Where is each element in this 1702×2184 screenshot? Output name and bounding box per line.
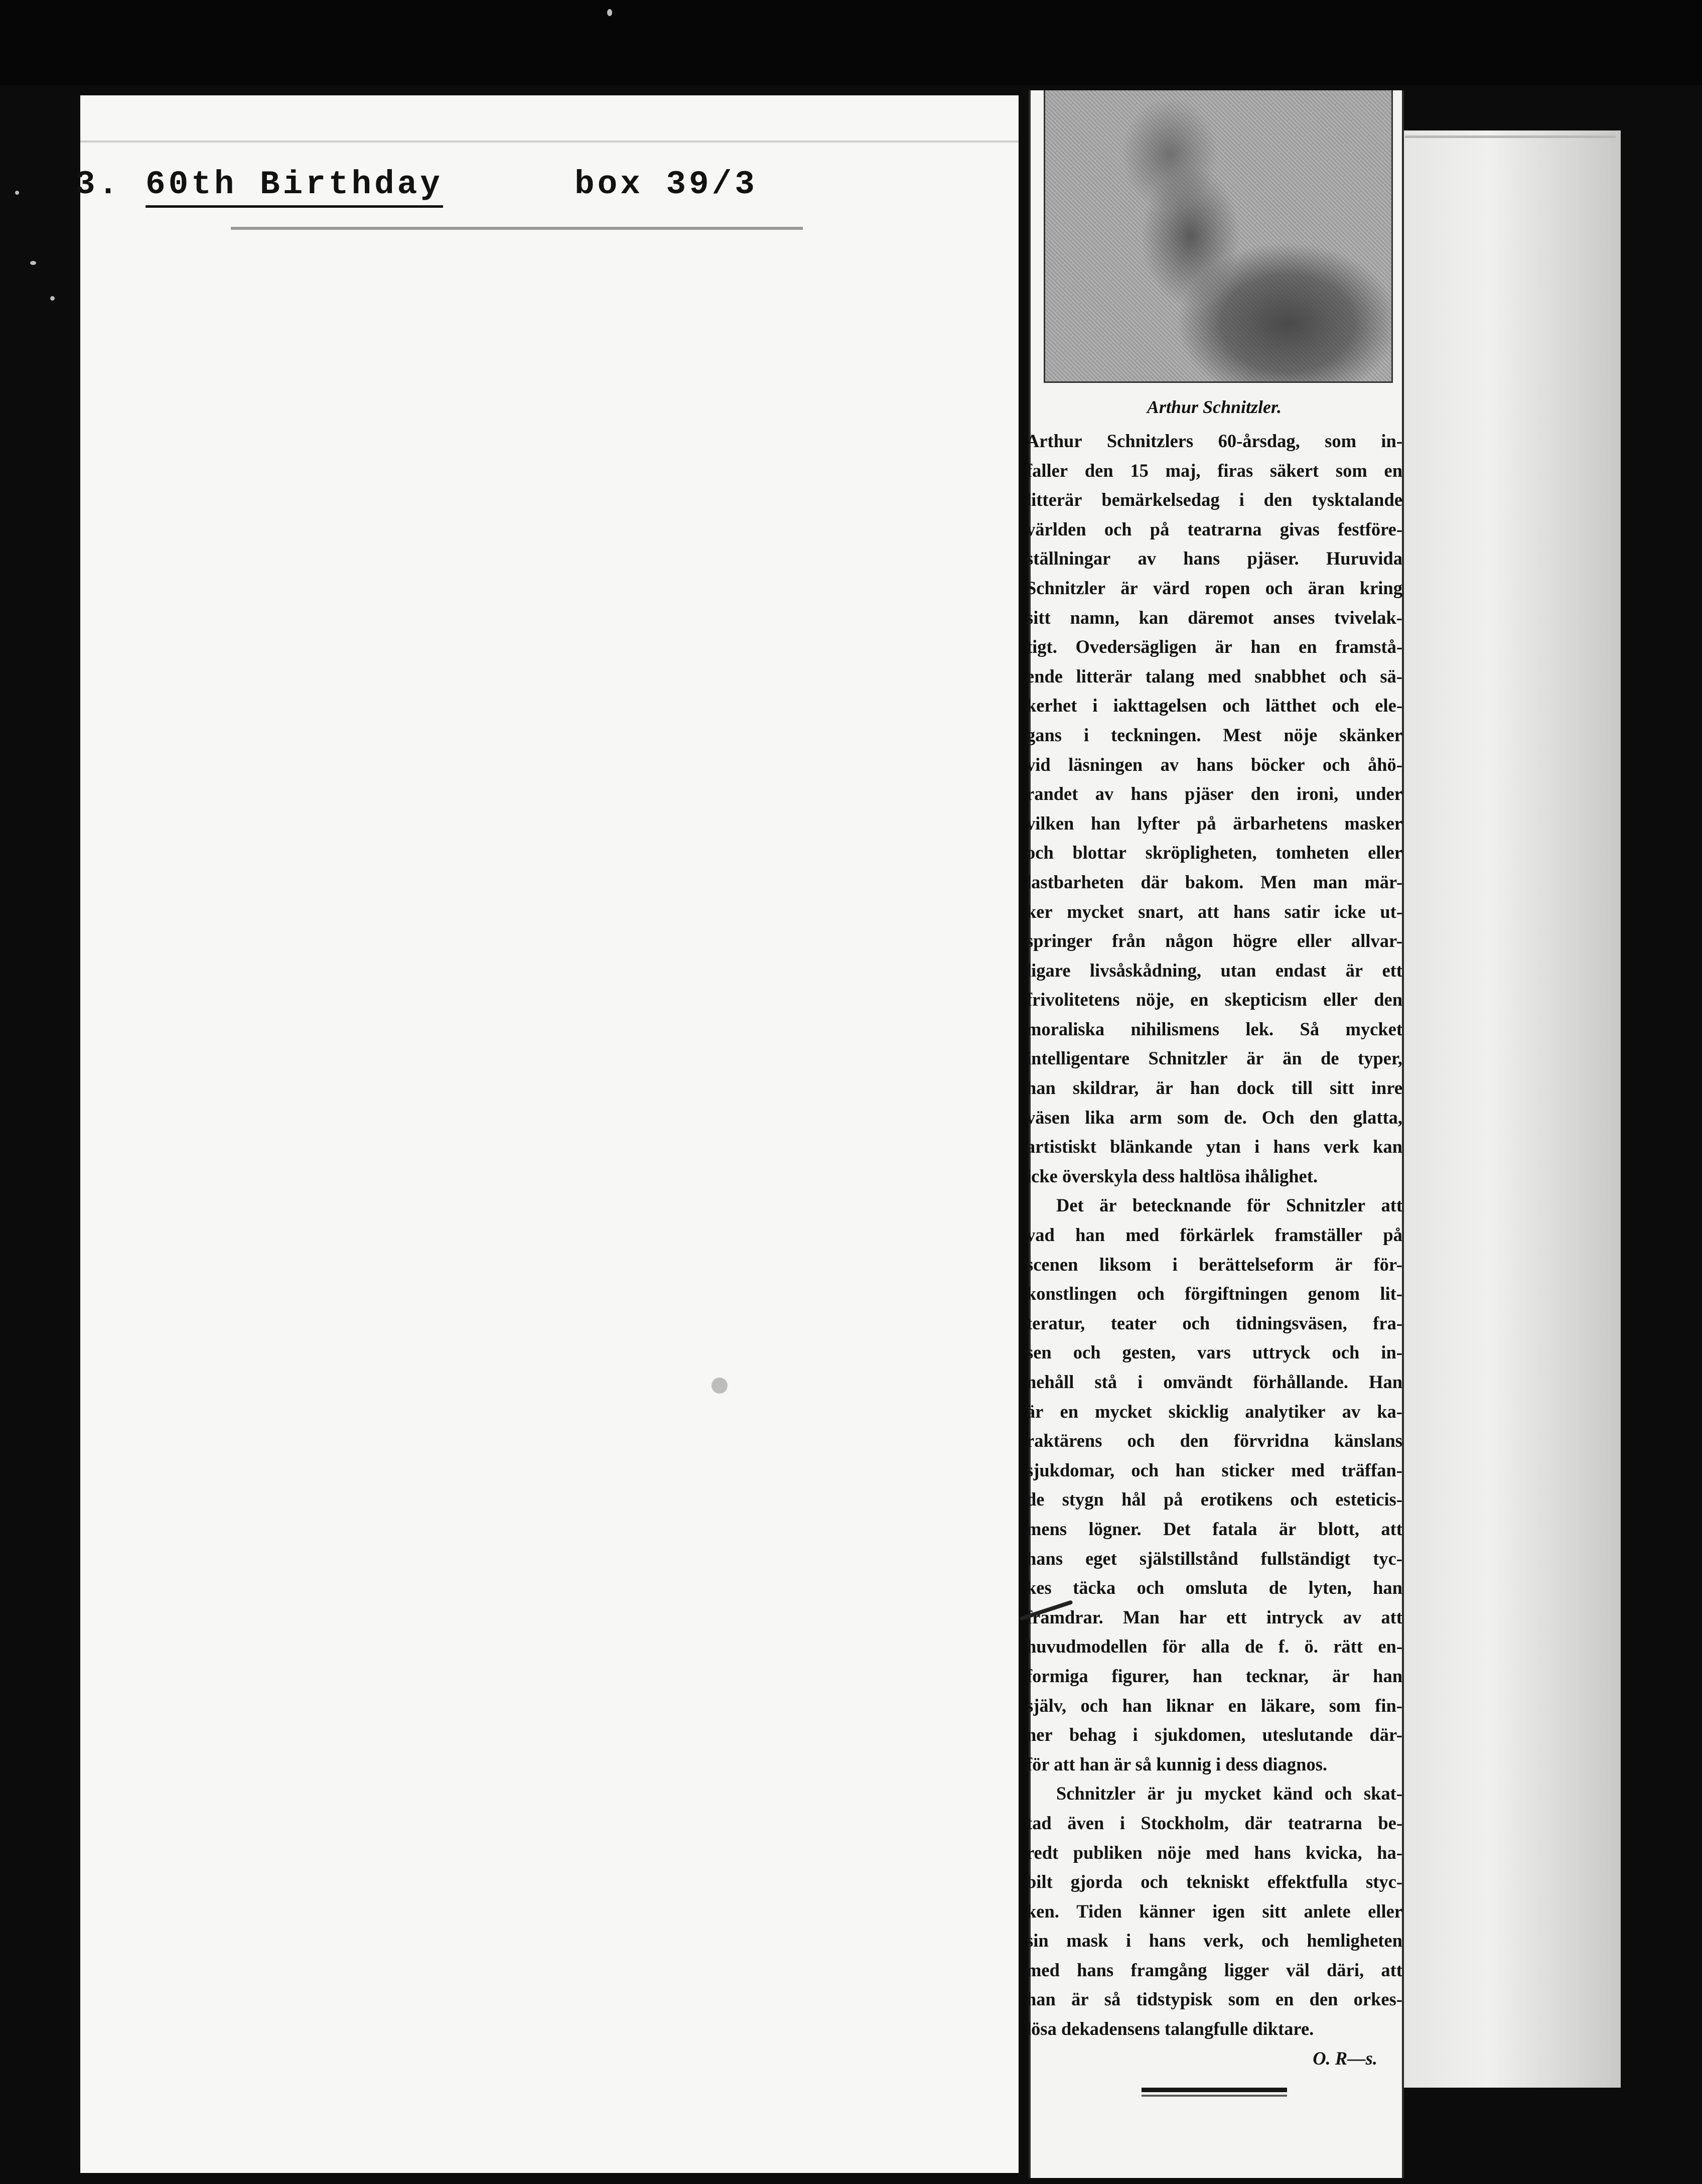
article-line: nehåll stå i omvändt förhållande. Han bbox=[1026, 1372, 1402, 1392]
header-box-reference: box 39/3 bbox=[575, 166, 758, 203]
article-line: lastbarheten där bakom. Men man mär- bbox=[1026, 871, 1402, 892]
article-line: formiga figurer, han tecknar, är han bbox=[1026, 1665, 1402, 1686]
article-line: de stygn hål på erotikens och esteticis- bbox=[1026, 1489, 1402, 1510]
portrait-photo bbox=[1044, 90, 1393, 383]
header-number: 3. bbox=[75, 166, 121, 203]
article-line: Schnitzler är ju mycket känd och skat- bbox=[1056, 1783, 1402, 1804]
article-line: teratur, teater och tidningsväsen, fra- bbox=[1026, 1312, 1402, 1333]
background-sheet bbox=[1400, 130, 1621, 2088]
article-line: faller den 15 maj, firas säkert som en bbox=[1026, 460, 1402, 481]
article-line: konstlingen och förgiftningen genom lit- bbox=[1026, 1283, 1402, 1304]
article-line: bilt gjorda och tekniskt effektfulla styc- bbox=[1026, 1871, 1402, 1892]
article-line: icke överskyla dess haltlösa ihålighet. bbox=[1026, 1165, 1318, 1186]
article-line: själv, och han liknar en läkare, som fin- bbox=[1026, 1695, 1402, 1716]
header-title: 60th Birthday bbox=[146, 166, 443, 208]
clipping-article bbox=[1026, 427, 1402, 2073]
article-line: hans eget själstillstånd fullständigt tyc- bbox=[1026, 1548, 1402, 1569]
film-edge-top bbox=[0, 0, 1702, 85]
article-line: ställningar av hans pjäser. Huruvida bbox=[1026, 548, 1402, 569]
article-line: väsen lika arm som de. Och den glatta, bbox=[1026, 1107, 1402, 1128]
document-page bbox=[80, 95, 1019, 2173]
article-line: scenen liksom i berättelseform är för- bbox=[1026, 1254, 1402, 1275]
article-line: vilken han lyfter på ärbarhetens masker bbox=[1026, 812, 1402, 834]
film-dust bbox=[50, 296, 55, 301]
photo-caption: Arthur Schnitzler. bbox=[1147, 397, 1282, 417]
article-line: springer från någon högre eller allvar- bbox=[1026, 930, 1402, 951]
page-fold-line bbox=[80, 141, 1019, 143]
article-line: är en mycket skicklig analytiker av ka- bbox=[1026, 1401, 1402, 1422]
closing-rule bbox=[1142, 2088, 1287, 2092]
article-line: för att han är så kunnig i dess diagnos. bbox=[1026, 1753, 1328, 1774]
article-line: mens lögner. Det fatala är blott, att bbox=[1026, 1518, 1402, 1539]
article-line: Schnitzler är värd ropen och äran kring bbox=[1026, 577, 1402, 598]
header-rule bbox=[231, 227, 803, 230]
article-line: ker mycket snart, att hans satir icke ut- bbox=[1026, 901, 1402, 922]
article-line: han är så tidstypisk som en den orkes- bbox=[1026, 1989, 1402, 2010]
article-line: han skildrar, är han dock till sitt inre bbox=[1026, 1077, 1402, 1099]
article-line: intelligentare Schnitzler är än de typer, bbox=[1026, 1048, 1402, 1069]
article-line: ner behag i sjukdomen, uteslutande där- bbox=[1026, 1724, 1402, 1745]
article-line: tigt. Ovedersägligen är han en framstå- bbox=[1026, 636, 1402, 657]
article-line: Arthur Schnitzlers 60-årsdag, som in- bbox=[1026, 431, 1402, 451]
film-dust bbox=[607, 9, 612, 16]
article-line: ken. Tiden känner igen sitt anlete eller bbox=[1026, 1900, 1402, 1922]
article-signature: O. R—s. bbox=[1313, 2048, 1377, 2069]
closing-rule-thin bbox=[1142, 2095, 1287, 2097]
article-line: lösa dekadensens talangfulle diktare. bbox=[1026, 2018, 1314, 2039]
article-line: Det är betecknande för Schnitzler att bbox=[1056, 1195, 1402, 1216]
article-line: med hans framgång ligger väl däri, att bbox=[1026, 1959, 1402, 1980]
article-line: kes täcka och omsluta de lyten, han bbox=[1026, 1577, 1402, 1598]
film-dust bbox=[30, 261, 36, 265]
background-sheet-edge bbox=[1405, 135, 1616, 138]
article-line: raktärens och den förvridna känslans bbox=[1026, 1430, 1402, 1451]
article-line: vad han med förkärlek framställer på bbox=[1026, 1224, 1402, 1246]
article-line: gans i teckningen. Mest nöje skänker bbox=[1026, 724, 1402, 745]
page-smudge bbox=[712, 1378, 728, 1394]
article-line: ligare livsåskådning, utan endast är ett bbox=[1026, 960, 1402, 981]
article-line: sjukdomar, och han sticker med träffan- bbox=[1026, 1459, 1402, 1480]
article-line: artistiskt blänkande ytan i hans verk kan bbox=[1026, 1136, 1402, 1157]
article-line: frivolitetens nöje, en skepticism eller den bbox=[1026, 989, 1402, 1010]
article-line: ende litterär talang med snabbhet och sä- bbox=[1026, 665, 1402, 687]
article-line: litterär bemärkelsedag i den tysktalande bbox=[1026, 489, 1402, 510]
film-dust bbox=[15, 191, 19, 195]
article-line: sitt namn, kan däremot anses tvivelak- bbox=[1026, 607, 1402, 628]
article-line: kerhet i iakttagelsen och lätthet och ele- bbox=[1026, 695, 1402, 716]
article-line: tad även i Stockholm, där teatrarna be- bbox=[1026, 1812, 1402, 1833]
article-line: moraliska nihilismens lek. Så mycket bbox=[1026, 1018, 1402, 1039]
article-line: världen och på teatrarna givas festföre- bbox=[1026, 518, 1402, 539]
article-line: och blottar skröpligheten, tomheten eller bbox=[1026, 842, 1402, 863]
article-line: vid läsningen av hans böcker och åhö- bbox=[1026, 754, 1402, 775]
article-line: sin mask i hans verk, och hemligheten bbox=[1026, 1930, 1402, 1951]
article-line: sen och gesten, vars uttryck och in- bbox=[1026, 1342, 1402, 1363]
article-line: randet av hans pjäser den ironi, under bbox=[1026, 783, 1402, 804]
article-line: redt publiken nöje med hans kvicka, ha- bbox=[1026, 1842, 1402, 1863]
article-line: framdrar. Man har ett intryck av att bbox=[1026, 1606, 1402, 1627]
article-line: huvudmodellen för alla de f. ö. rätt en- bbox=[1026, 1636, 1402, 1657]
